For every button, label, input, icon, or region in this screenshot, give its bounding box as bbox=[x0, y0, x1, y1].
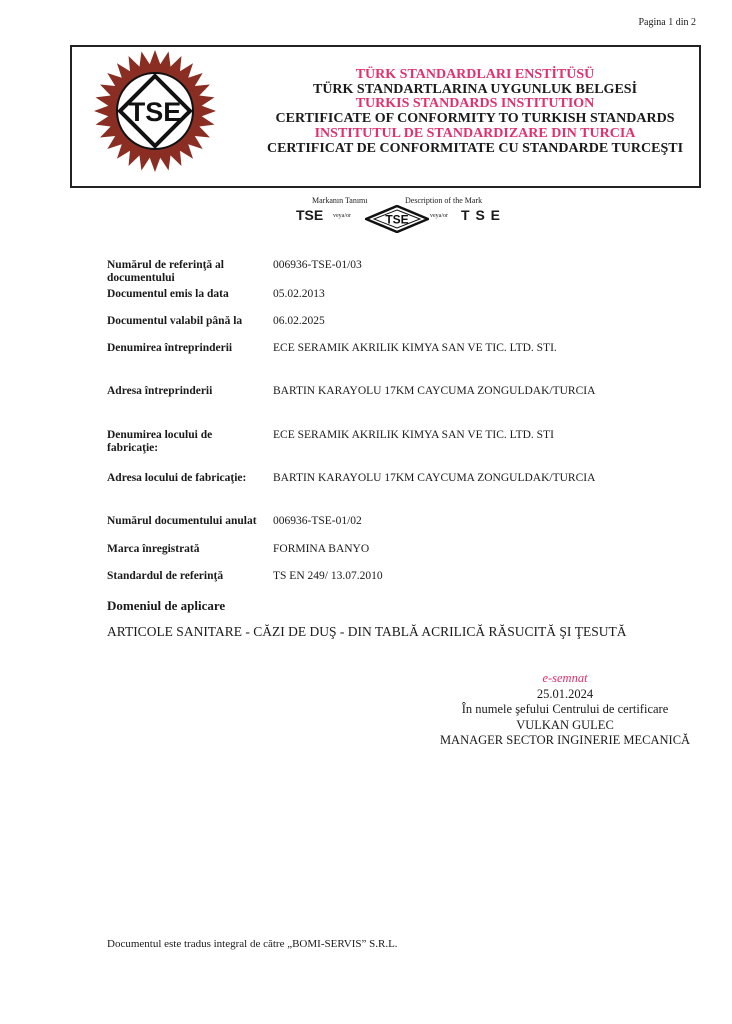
seal-text: TSE bbox=[128, 97, 182, 127]
mark-tanimi-label: Markanın Tanımı bbox=[312, 196, 368, 205]
signature-on-behalf: În numele şefului Centrului de certificare bbox=[461, 702, 669, 716]
page-number: Pagina 1 din 2 bbox=[638, 17, 696, 28]
field-label-trademark: Marca înregistrată bbox=[107, 543, 200, 555]
field-label-reference-standard: Standardul de referinţă bbox=[107, 570, 224, 582]
field-label-cancelled-doc: Numărul documentului anulat bbox=[107, 515, 257, 527]
header-title-block bbox=[250, 68, 700, 156]
signature-block bbox=[420, 671, 710, 749]
field-label-ref-number: Numărul de referinţă al documentului bbox=[107, 259, 225, 284]
field-label-company-address: Adresa întreprinderii bbox=[107, 385, 213, 397]
field-value-issued-date: 05.02.2013 bbox=[273, 288, 325, 300]
header-line-3: TURKIS STANDARDS INSTITUTION bbox=[355, 96, 595, 112]
tse-diamond-mark-icon bbox=[365, 205, 429, 233]
field-value-reference-standard: TS EN 249/ 13.07.2010 bbox=[273, 570, 383, 582]
field-value-company-address: BARTIN KARAYOLU 17KM CAYCUMA ZONGULDAK/TURCIA bbox=[273, 385, 596, 397]
header-line-6: CERTIFICAT DE CONFORMITATE CU STANDARDE TURCEŞTI bbox=[266, 140, 684, 156]
signatory-role: MANAGER SECTOR INGINERIE MECANICĂ bbox=[439, 733, 691, 747]
header-line-5: INSTITUTUL DE STANDARDIZARE DIN TURCIA bbox=[314, 125, 636, 141]
header-line-2: TÜRK STANDARTLARINA UYGUNLUK BELGESİ bbox=[312, 81, 638, 97]
tse-seal-logo bbox=[93, 49, 217, 173]
field-label-company-name: Denumirea întreprinderii bbox=[107, 342, 233, 354]
field-label-factory-address: Adresa locului de fabricaţie: bbox=[107, 472, 247, 484]
field-value-cancelled-doc: 006936-TSE-01/02 bbox=[273, 515, 362, 527]
field-value-factory-address: BARTIN KARAYOLU 17KM CAYCUMA ZONGULDAK/TURCIA bbox=[273, 472, 596, 484]
mark-description-label: Description of the Mark bbox=[405, 196, 483, 205]
field-value-ref-number: 006936-TSE-01/03 bbox=[273, 259, 362, 271]
mark-tse-plain: TSE bbox=[296, 207, 324, 223]
field-value-valid-until: 06.02.2025 bbox=[273, 315, 325, 327]
mark-veya-or-1: veya/or bbox=[333, 213, 351, 219]
scope-value: ARTICOLE SANITARE - CĂZI DE DUŞ - DIN TABLĂ ACRILICĂ RĂSUCITĂ ŞI ŢESUTĂ bbox=[107, 624, 627, 639]
mark-alt-tse: T S E bbox=[461, 207, 502, 223]
header-line-1: TÜRK STANDARDLARI ENSTİTÜSÜ bbox=[355, 67, 595, 82]
translation-footer: Documentul este tradus integral de către „BOMI-SERVIS” S.R.L. bbox=[107, 938, 398, 950]
field-label-issued-date: Documentul emis la data bbox=[107, 288, 229, 300]
field-label-factory-name: Denumirea locului de fabricaţie: bbox=[107, 429, 213, 454]
field-value-trademark: FORMINA BANYO bbox=[273, 543, 370, 555]
field-label-valid-until: Documentul valabil până la bbox=[107, 315, 243, 327]
mark-veya-or-2: veya/or bbox=[430, 213, 448, 219]
field-value-factory-name: ECE SERAMIK AKRILIK KIMYA SAN VE TIC. LTD. STI bbox=[273, 429, 554, 441]
signatory-name: VULKAN GULEC bbox=[516, 717, 614, 732]
field-value-company-name: ECE SERAMIK AKRILIK KIMYA SAN VE TIC. LTD. STI. bbox=[273, 342, 557, 354]
scope-title: Domeniul de aplicare bbox=[107, 598, 226, 613]
header-line-4: CERTIFICATE OF CONFORMITY TO TURKISH STANDARDS bbox=[275, 111, 675, 127]
signature-date: 25.01.2024 bbox=[536, 686, 594, 701]
esigned-label: e-semnat bbox=[542, 671, 588, 685]
diamond-text: TSE bbox=[385, 212, 409, 227]
